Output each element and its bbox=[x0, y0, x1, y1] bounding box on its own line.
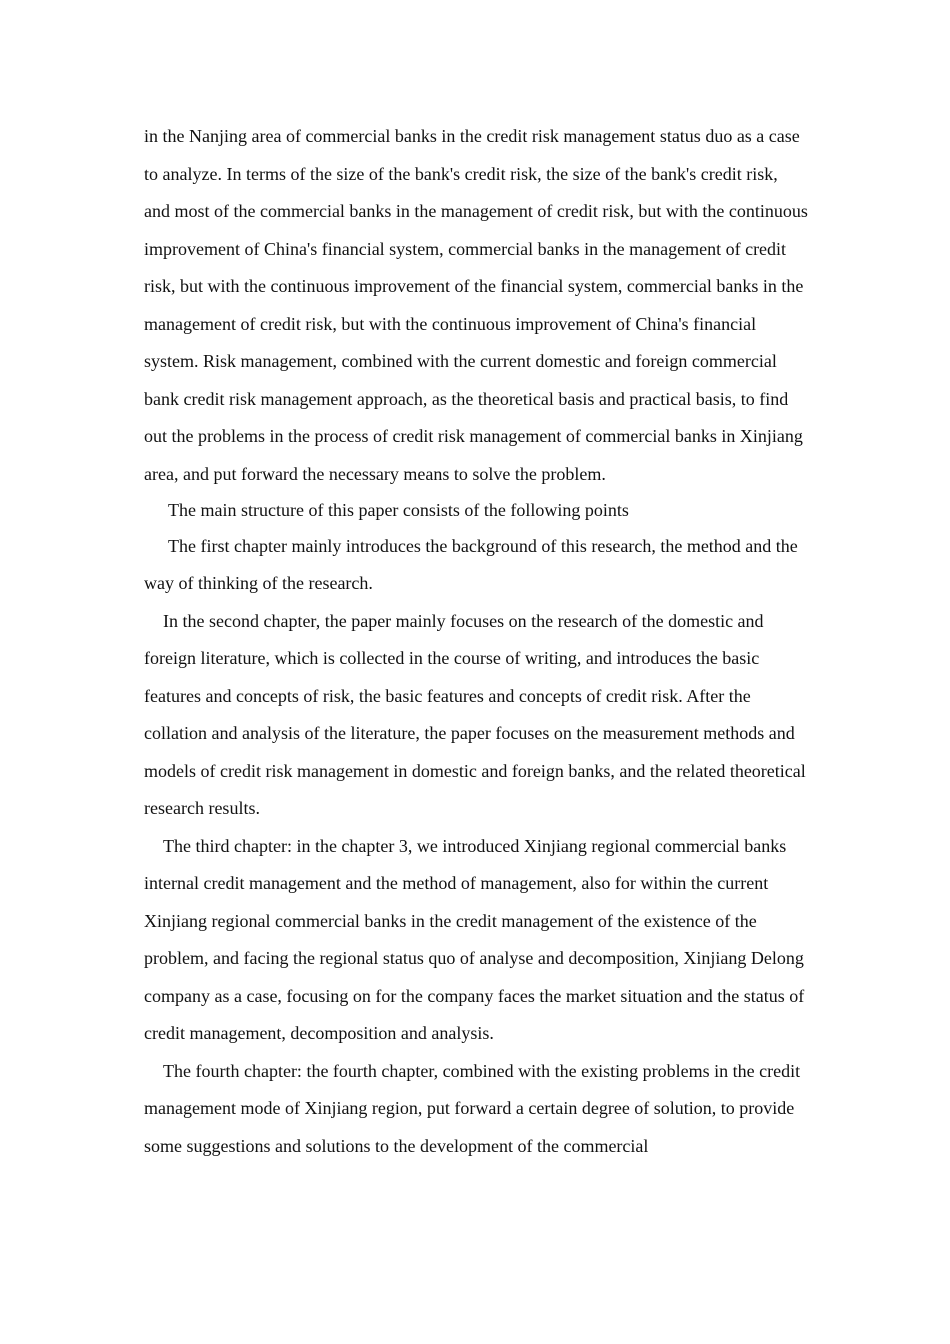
paragraph-chapter-three: The third chapter: in the chapter 3, we introduced Xinjiang regional commercial banks internal credit management and the method of management, also for within the current Xinjiang regional commercial banks in the credit management of the existence of the problem, and facing the regional status quo of analyse and decomposition, Xinjiang Delong company as a case, focusing on for the company faces the market situation and the status of credit management, decomposition and analysis. bbox=[144, 835, 805, 1043]
paragraph-chapter-one: The first chapter mainly introduces the background of this research, the method and the way of thinking of the research. bbox=[144, 535, 798, 593]
paragraph-structure-heading: The main structure of this paper consists of the following points bbox=[168, 499, 629, 520]
paragraph-chapter-four: The fourth chapter: the fourth chapter, combined with the existing problems in the credit management mode of Xinjiang region, put forward a certain degree of solution, to provide some suggestions and solutions to the development of the commercial bbox=[144, 1060, 801, 1156]
paragraph-intro: in the Nanjing area of commercial banks in the credit risk management status duo as a case to analyze. In terms of the size of the bank's credit risk, the size of the bank's credit risk, and most of the commercial banks in the management of credit risk, but with the continuous improvement of China's financial system, commercial banks in the management of credit risk, but with the continuous improvement of the financial system, commercial banks in the management of credit risk, but with the continuous improvement of China's financial system. Risk management, combined with the current domestic and foreign commercial bank credit risk management approach, as the theoretical basis and practical basis, to find out the problems in the process of credit risk management of commercial banks in Xinjiang area, and put forward the necessary means to solve the problem. bbox=[144, 126, 808, 484]
body-text bbox=[144, 118, 808, 1165]
paragraph-chapter-two: In the second chapter, the paper mainly focuses on the research of the domestic and foreign literature, which is collected in the course of writing, and introduces the basic features and concepts of risk, the basic features and concepts of credit risk. After the collation and analysis of the literature, the paper focuses on the measurement methods and models of credit risk management in domestic and foreign banks, and the related theoretical research results. bbox=[144, 610, 806, 818]
